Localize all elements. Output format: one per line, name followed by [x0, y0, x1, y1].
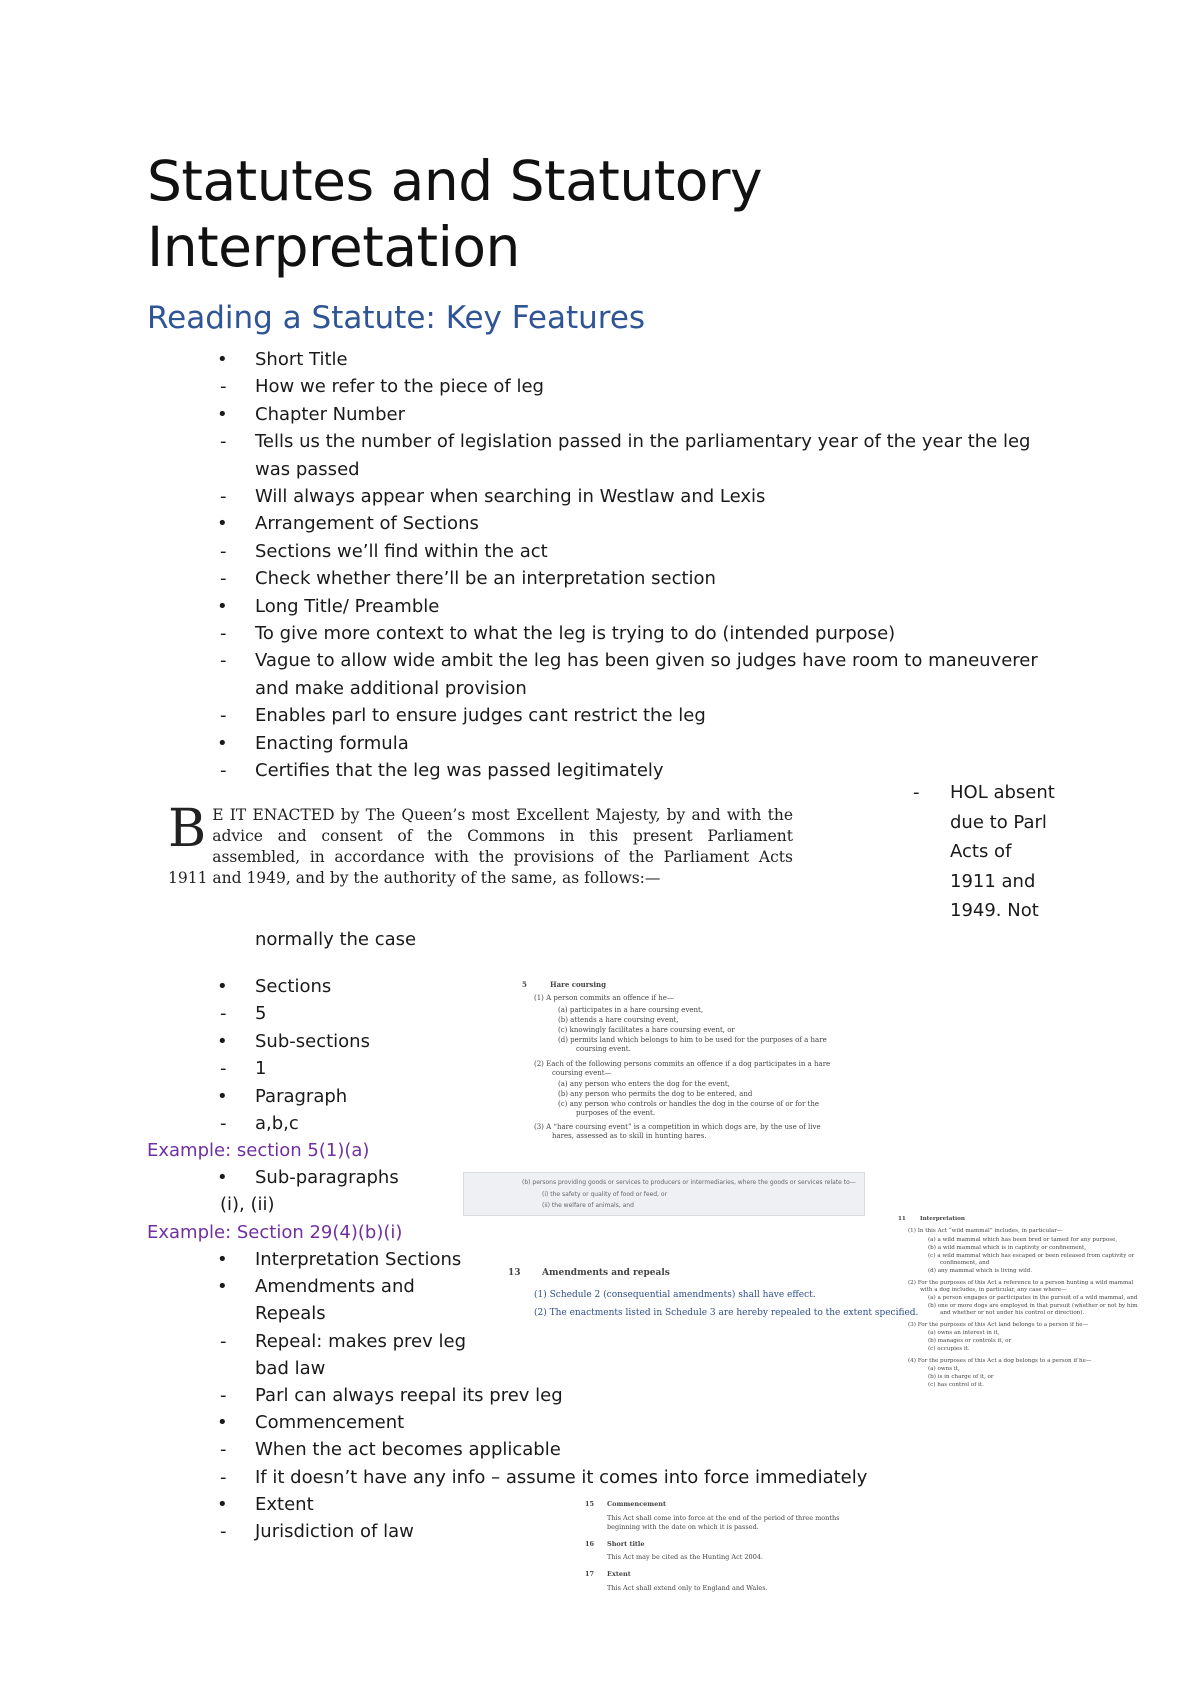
statute-line: (d) any mammal which is living wild.: [928, 1268, 1033, 1274]
interpretation-image: [898, 1216, 1170, 1406]
side-note-line: 1911 and: [950, 870, 1036, 892]
statute-line: purposes of the event.: [576, 1109, 656, 1117]
bullet-glyph: •: [217, 976, 228, 997]
statute-line: Interpretation: [920, 1216, 965, 1222]
list-item: Commencement: [255, 1412, 405, 1434]
subparagraph-image: [463, 1172, 865, 1216]
section-heading: Reading a Statute: Key Features: [147, 300, 646, 336]
statute-line: (a) participates in a hare coursing event,: [558, 1006, 704, 1014]
dash-glyph: -: [220, 1521, 227, 1542]
list-item: bad law: [255, 1357, 326, 1379]
statute-line: Extent: [607, 1570, 631, 1578]
statute-line: This Act may be cited as the Hunting Act 2004.: [607, 1553, 764, 1561]
title-line-2: Interpretation: [147, 215, 520, 279]
dash-glyph: -: [220, 1466, 227, 1488]
list-item: Chapter Number: [255, 403, 405, 425]
statute-line: coursing event.: [576, 1045, 631, 1053]
list-item: Certifies that the leg was passed legitimately: [255, 760, 664, 781]
statute-line: coursing event—: [552, 1069, 612, 1077]
statute-line: Amendments and repeals: [542, 1268, 670, 1278]
bullet-glyph: •: [217, 1412, 228, 1434]
list-item: was passed: [255, 458, 360, 480]
subparagraphs-label: Sub-paragraphs: [255, 1167, 399, 1188]
statute-line: (3) A “hare coursing event” is a competition in which dogs are, by the use of live: [534, 1123, 821, 1131]
side-note-line: Acts of: [950, 841, 1012, 862]
statute-line: with a dog includes, in particular, any case where—: [920, 1287, 1067, 1293]
list-item: 1: [255, 1058, 267, 1080]
statute-line: (b) any person who permits the dog to be entered, and: [558, 1090, 753, 1098]
list-item: Long Title/ Preamble: [255, 595, 440, 617]
list-item: Arrangement of Sections: [255, 513, 479, 535]
statute-line: (2) For the purposes of this Act a reference to a person hunting a wild mammal: [908, 1280, 1134, 1286]
statute-line: confinement, and: [940, 1260, 990, 1266]
side-note-line: 1949. Not: [950, 900, 1039, 921]
statute-line: (1) In this Act “wild mammal” includes, in particular—: [908, 1228, 1063, 1234]
statute-line: (b) is in charge of it, or: [928, 1374, 994, 1380]
list-item: Jurisdiction of law: [255, 1521, 414, 1542]
amendments-image: [508, 1268, 919, 1322]
dash-glyph: -: [220, 705, 227, 727]
hare-section-number: 5: [522, 980, 527, 989]
dash-glyph: -: [220, 623, 227, 644]
statute-line: (i) the safety or quality of food or feed, or: [542, 1191, 668, 1198]
dash-glyph: -: [220, 760, 227, 781]
drop-cap: B: [168, 799, 207, 859]
statute-line: (b) persons providing goods or services to producers or intermediaries, where the goods or services relate to—: [522, 1179, 856, 1186]
statute-line: Commencement: [607, 1500, 666, 1508]
statute-line: and whether or not under his control or direction).: [940, 1310, 1085, 1316]
dash-glyph: -: [220, 376, 227, 398]
statute-line: (ii) the welfare of animals, and: [542, 1202, 634, 1209]
bullet-glyph: •: [217, 1276, 228, 1298]
statute-line: 16: [585, 1540, 595, 1548]
dash-glyph: -: [220, 1003, 227, 1025]
bullet-glyph: •: [217, 1085, 228, 1107]
statute-line: (a) a wild mammal which has been bred or tamed for any purpose,: [928, 1237, 1118, 1243]
list-item: Tells us the number of legislation passed in the parliamentary year of the year the leg: [255, 431, 1031, 453]
statute-line: 11: [898, 1216, 906, 1222]
list-item: Sections we’ll find within the act: [255, 540, 548, 562]
statute-line: hares, assessed as to skill in hunting hares.: [552, 1132, 707, 1140]
list-item: Amendments and: [255, 1276, 415, 1298]
list-item: Extent: [255, 1493, 314, 1515]
list-item: How we refer to the piece of leg: [255, 376, 544, 398]
statute-line: (2) Each of the following persons commits an offence if a dog participates in a hare: [534, 1060, 831, 1068]
statute-line: (b) attends a hare coursing event,: [558, 1016, 679, 1024]
list-item: Enables parl to ensure judges cant restrict the leg: [255, 705, 706, 727]
statute-line: (a) owns it,: [928, 1366, 960, 1372]
list-item: 5: [255, 1003, 267, 1025]
bullet-glyph: •: [217, 595, 228, 617]
bullet-glyph: •: [217, 732, 228, 754]
list-item: a,b,c: [255, 1113, 299, 1134]
example-section: Example: section 5(1)(a): [147, 1140, 370, 1161]
bullet-glyph: •: [217, 1493, 228, 1515]
hare-coursing-image: [522, 980, 842, 1140]
statute-line: (b) one or more dogs are employed in that pursuit (whether or not by him: [928, 1303, 1138, 1309]
statute-line: (c) knowingly facilitates a hare coursing event, or: [558, 1026, 735, 1034]
side-note-dash: -: [913, 782, 920, 803]
dash-glyph: -: [220, 1058, 227, 1080]
statute-line: (1) Schedule 2 (consequential amendments) shall have effect.: [534, 1290, 816, 1300]
dash-glyph: -: [220, 540, 227, 562]
statute-line: 15: [585, 1500, 595, 1508]
list-item: Paragraph: [255, 1085, 348, 1107]
hare-section-title: Hare coursing: [550, 980, 607, 989]
statute-line: (b) a wild mammal which is in captivity or confinement,: [928, 1245, 1087, 1251]
bullet-glyph: •: [217, 349, 228, 370]
side-note-line: due to Parl: [950, 811, 1047, 833]
bullet-glyph: •: [217, 403, 228, 425]
bullet-glyph: •: [217, 513, 228, 535]
commencement-image: [585, 1500, 885, 1596]
statute-line: (2) The enactments listed in Schedule 3 are hereby repealed to the extent specified.: [534, 1308, 919, 1318]
list-item: Interpretation Sections: [255, 1249, 462, 1270]
bullet-glyph: •: [217, 1167, 228, 1188]
statute-line: This Act shall extend only to England and Wales.: [607, 1584, 768, 1592]
statute-line: (4) For the purposes of this Act a dog belongs to a person if he—: [908, 1358, 1092, 1364]
dash-glyph: -: [220, 650, 227, 672]
list-item: Enacting formula: [255, 732, 409, 754]
statute-line: (a) a person engages or participates in the pursuit of a wild mammal, and: [928, 1295, 1138, 1301]
list-item: If it doesn’t have any info – assume it comes into force immediately: [255, 1466, 868, 1488]
statute-line: (a) owns an interest in it,: [928, 1330, 1000, 1336]
bullet-glyph: •: [217, 1030, 228, 1052]
statute-line: (1) A person commits an offence if he—: [534, 994, 674, 1002]
statute-line: (a) any person who enters the dog for the event,: [558, 1080, 730, 1088]
statute-line: (d) permits land which belongs to him to be used for the purposes of a hare: [558, 1036, 827, 1044]
list-item: Check whether there’ll be an interpretation section: [255, 568, 716, 590]
example-section-2: Example: Section 29(4)(b)(i): [147, 1222, 403, 1243]
side-note-continuation: normally the case: [255, 929, 417, 950]
statute-line: (3) For the purposes of this Act land belongs to a person if he—: [908, 1322, 1089, 1328]
list-item: To give more context to what the leg is trying to do (intended purpose): [255, 623, 896, 644]
dash-glyph: -: [220, 1113, 227, 1134]
statute-line: (c) has control of it.: [928, 1382, 984, 1388]
statute-line: beginning with the date on which it is passed.: [607, 1523, 759, 1531]
statute-line: This Act shall come into force at the end of the period of three months: [607, 1514, 840, 1522]
dash-glyph: -: [220, 486, 227, 507]
statute-line: 17: [585, 1570, 595, 1578]
dash-glyph: -: [220, 431, 227, 453]
enacting-formula-text: E IT ENACTED by The Queen’s most Excellent Majesty, by and with the advice and consent of the Commons in this present Parliament assembled, in accordance with the provisions of the Parliament Acts 1911 and 1949, and by the authority of the same, as follows:—: [168, 806, 793, 887]
bullet-glyph: •: [217, 1249, 228, 1270]
dash-glyph: -: [220, 1330, 227, 1352]
list-item: Repeals: [255, 1303, 326, 1325]
dash-glyph: -: [220, 1385, 227, 1406]
statute-line: 13: [508, 1268, 521, 1278]
list-item: and make additional provision: [255, 677, 527, 699]
document-title: [147, 148, 762, 280]
dash-glyph: -: [220, 1439, 227, 1461]
subparagraph-values: (i), (ii): [220, 1194, 275, 1215]
list-item: Sections: [255, 976, 332, 997]
list-item: Sub-sections: [255, 1030, 370, 1052]
statute-line: (c) a wild mammal which has escaped or been released from captivity or: [928, 1253, 1135, 1259]
dash-glyph: -: [220, 568, 227, 590]
list-item: Will always appear when searching in Westlaw and Lexis: [255, 486, 766, 507]
statute-line: Short title: [607, 1540, 645, 1548]
list-item: When the act becomes applicable: [255, 1439, 561, 1461]
side-note-line: HOL absent: [950, 782, 1055, 803]
list-item: Short Title: [255, 349, 348, 370]
enacting-formula-image: [168, 799, 793, 900]
title-line-1: Statutes and Statutory: [147, 149, 763, 213]
list-item: Parl can always reepal its prev leg: [255, 1385, 563, 1406]
list-item: Vague to allow wide ambit the leg has been given so judges have room to maneuverer: [255, 650, 1038, 672]
statute-line: (c) any person who controls or handles the dog in the course of or for the: [558, 1100, 820, 1108]
statute-line: (c) occupies it.: [928, 1346, 970, 1352]
side-note: [950, 778, 1080, 926]
statute-line: (b) manages or controls it, or: [928, 1338, 1012, 1344]
list-item: Repeal: makes prev leg: [255, 1330, 466, 1352]
